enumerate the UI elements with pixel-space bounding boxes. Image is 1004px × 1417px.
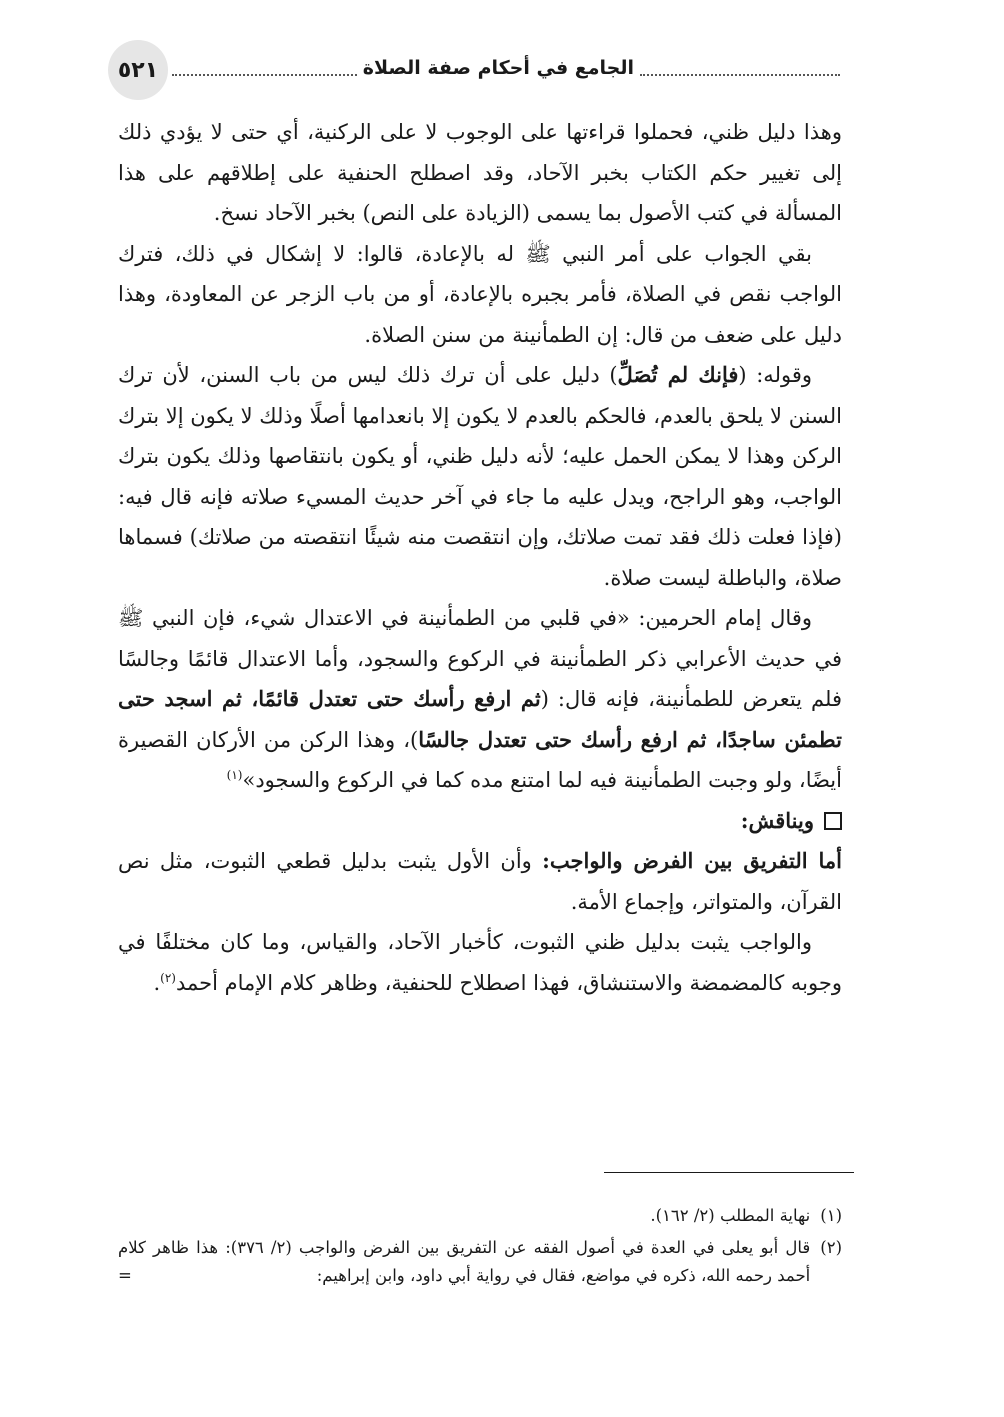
hadith-quote: ثم ارفع رأسك حتى تعتدل قائمًا، ثم اسجد حتى تطمئن ساجدًا، ثم ارفع رأسك حتى تعتدل جالسًا [118,686,842,752]
square-bullet-icon [824,812,842,830]
paragraph [118,355,842,598]
main-text [118,112,842,1003]
footnote [118,1234,842,1290]
paragraph [118,598,842,801]
paragraph [118,841,842,922]
text-span: . [153,970,161,995]
text-span: وقال إمام الحرمين: «في قلبي من الطمأنينة في الاعتدال شيء، فإن النبي ﷺ في حديث الأعرابي ذكر الطمأنينة في الركوع والسجود، وأما الاعتدال قائمًا وجالسًا فلم يتعرض للطمأنينة، فإنه قال: ( [118,606,842,711]
footnote-ref: (١) [226,768,243,782]
page-number: ٥٢١ [117,57,159,83]
hadith-quote: فإنك لم تُصَلِّ [617,362,739,387]
footnote-ref: (٢) [160,970,176,985]
footnote-text: نهاية المطلب (٢/ ١٦٢). [650,1206,811,1225]
header-dotted-leader [640,60,840,76]
running-header [166,52,846,84]
page-number-badge [108,40,168,100]
text-span: وقوله: ( [738,363,812,387]
footnote-body: قال أبو يعلى في العدة في أصول الفقه عن التفريق بين الفرض والواجب (٢/ ٣٧٦): هذا ظاهر كلام أحمد رحمه الله، ذكره في مواضع، فقال في رواية أبي داود، وابن إبراهيم: [118,1238,811,1285]
footnote [118,1202,842,1230]
paragraph [118,922,842,1003]
discussion-heading: ويناقش: [740,807,814,833]
book-title: الجامع في أحكام صفة الصلاة [362,57,634,79]
header-dotted-leader [172,60,357,76]
bold-lead: أما التفريق بين الفرض والواجب: [542,848,842,873]
text-span: والواجب يثبت بدليل ظني الثبوت، كأخبار الآحاد، والقياس، وما كان مختلفًا في وجوبه كالمضمضة والاستنشاق، فهذا اصطلاح للحنفية، وظاهر كلام الإمام أحمد [118,930,842,995]
footnotes [118,1202,842,1294]
text-span: وأن الأول يثبت بدليل قطعي الثبوت، مثل نص القرآن، والمتواتر، وإجماع الأمة. [118,849,842,914]
footnote-separator [604,1172,854,1173]
footnote-number: (١) [820,1206,842,1225]
text-span: ) دليل على أن ترك ذلك ليس من باب السنن، لأن ترك السنن لا يلحق بالعدم، فالحكم بالعدم لا يكون إلا بانعدامها أصلًا وذلك لا يكون إلا بترك الركن وهذا لا يمكن الحمل عليه؛ لأنه دليل ظني، أو يكون بانتقاصها وذلك يكون بترك الواجب، وهو الراجح، ويدل عليه ما جاء في آخر حديث المسيء صلاته فإنه قال فيه: (فإذا فعلت ذلك فقد تمت صلاتك، وإن انتقصت منه شيئًا انتقصته من صلاتك) فسماها صلاة، والباطلة ليست صلاة. [118,363,842,590]
paragraph: وهذا دليل ظني، فحملوا قراءتها على الوجوب لا على الركنية، أي حتى لا يؤدي ذلك إلى تغيير حكم الكتاب بخبر الآحاد، وقد اصطلح الحنفية على إطلاقهم على هذا المسألة في كتب الأصول بما يسمى (الزيادة على النص) بخبر الآحاد نسخ. [118,120,842,225]
footnote-text [118,1234,810,1290]
page-header [108,40,846,100]
footnote-number: (٢) [820,1238,842,1257]
continuation-mark: = [118,1266,132,1285]
section-heading [118,801,842,842]
text-span: )، وهذا الركن من الأركان القصيرة أيضًا، ولو وجبت الطمأنينة فيه لما امتنع مده كما في الركوع والسجود» [118,727,842,792]
paragraph: بقي الجواب على أمر النبي ﷺ له بالإعادة، قالوا: لا إشكال في ذلك، فترك الواجب نقص في الصلاة، فأمر بجبره بالإعادة، أو من باب الزجر عن المعاودة، وهذا دليل على ضعف من قال: إن الطمأنينة من سنن الصلاة. [118,241,842,347]
